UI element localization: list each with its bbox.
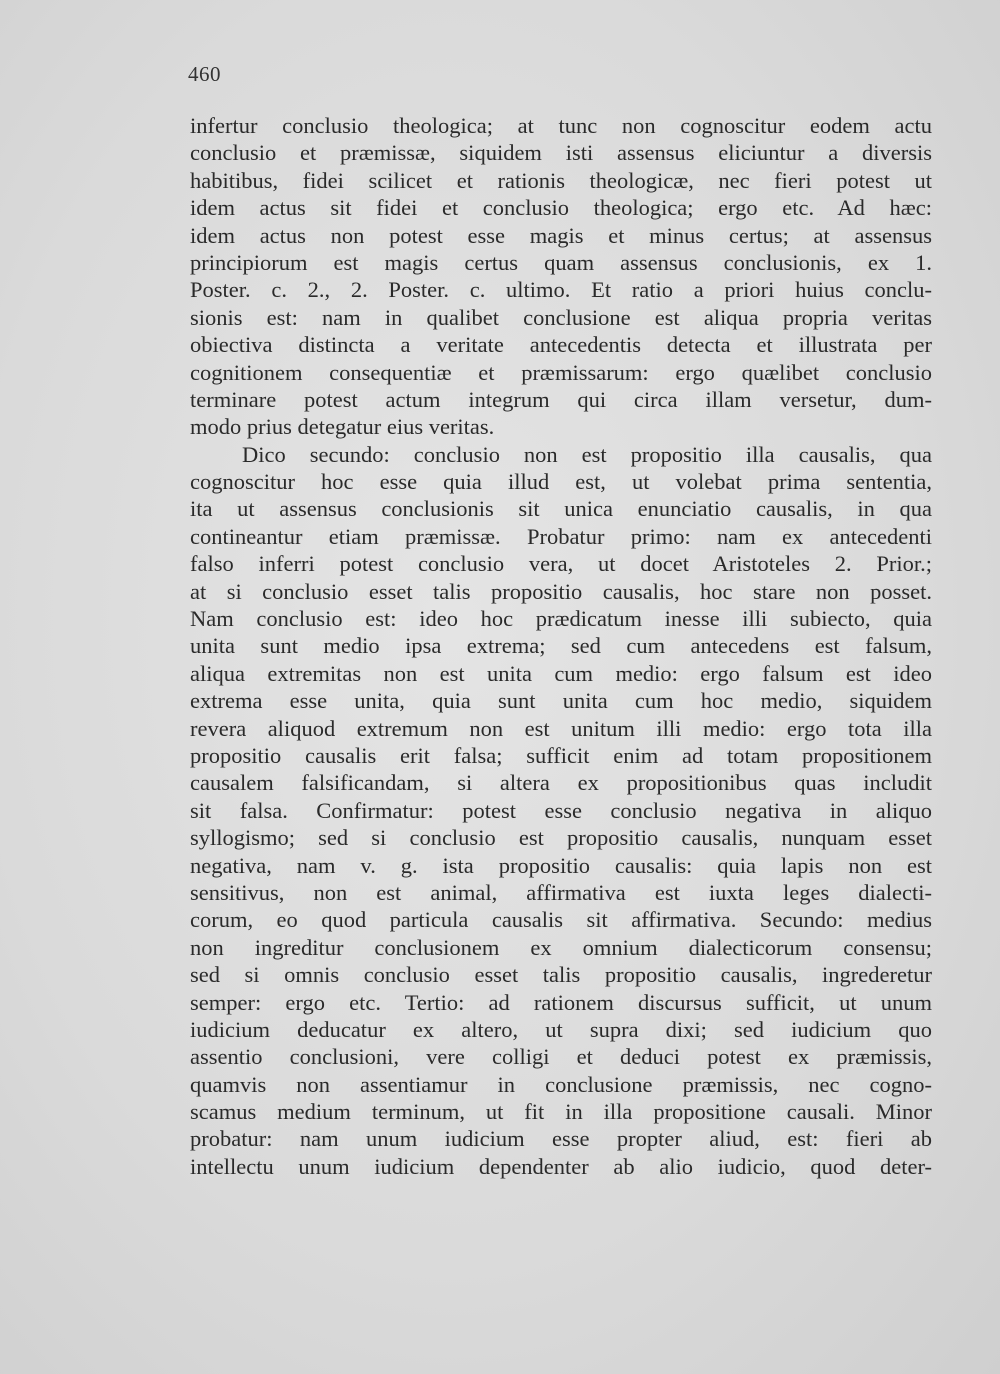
text-line: sionis est: nam in qualibet conclusione est aliqua propria veritas [190, 304, 932, 330]
text-line: scamus medium terminum, ut fit in illa propositione causali. Minor [190, 1099, 932, 1125]
page-number: 460 [188, 62, 221, 86]
paragraph-start-line: Dico secundo: conclusio non est propositio illa causalis, qua [242, 441, 932, 467]
text-line: unita sunt medio ipsa extrema; sed cum antecedens est falsum, [190, 633, 932, 659]
text-line: idem actus sit fidei et conclusio theologica; ergo etc. Ad hæc: [190, 195, 932, 221]
text-line: corum, eo quod particula causalis sit affirmativa. Secundo: medius [190, 907, 932, 933]
text-line: habitibus, fidei scilicet et rationis theologicæ, nec fieri potest ut [190, 167, 932, 193]
text-line: non ingreditur conclusionem ex omnium dialecticorum consensu; [190, 934, 932, 960]
text-line: syllogismo; sed si conclusio est propositio causalis, nunquam esset [190, 825, 932, 851]
text-line: aliqua extremitas non est unita cum medio: ergo falsum est ideo [190, 660, 932, 686]
text-line: propositio causalis erit falsa; sufficit enim ad totam propositionem [190, 742, 932, 768]
text-line: revera aliquod extremum non est unitum illi medio: ergo tota illa [190, 715, 932, 741]
text-line: negativa, nam v. g. ista propositio causalis: quia lapis non est [190, 852, 932, 878]
text-line: terminare potest actum integrum qui circa illam versetur, dum- [190, 386, 932, 412]
text-line: at si conclusio esset talis propositio causalis, hoc stare non posset. [190, 578, 932, 604]
text-line: semper: ergo etc. Tertio: ad rationem discursus sufficit, ut unum [190, 989, 932, 1015]
text-line: sit falsa. Confirmatur: potest esse conclusio negativa in aliquo [190, 797, 932, 823]
text-line: conclusio et præmissæ, siquidem isti assensus eliciuntur a diversis [190, 140, 932, 166]
text-line: sed si omnis conclusio esset talis propositio causalis, ingrederetur [190, 962, 932, 988]
text-line: obiectiva distincta a veritate antecedentis detecta et illustrata per [190, 332, 932, 358]
text-line: Poster. c. 2., 2. Poster. c. ultimo. Et ratio a priori huius conclu- [190, 277, 932, 303]
text-line: falso inferri potest conclusio vera, ut docet Aristoteles 2. Prior.; [190, 551, 932, 577]
text-line: idem actus non potest esse magis et minus certus; at assensus [190, 222, 932, 248]
text-line: probatur: nam unum iudicium esse propter aliud, est: fieri ab [190, 1126, 932, 1152]
text-line: Nam conclusio est: ideo hoc prædicatum inesse illi subiecto, quia [190, 606, 932, 632]
text-line: causalem falsificandam, si altera ex propositionibus quas includit [190, 770, 932, 796]
text-line: contineantur etiam præmissæ. Probatur primo: nam ex antecedenti [190, 523, 932, 549]
text-line: quamvis non assentiamur in conclusione præmissis, nec cogno- [190, 1071, 932, 1097]
text-line: ita ut assensus conclusionis sit unica enunciatio causalis, in qua [190, 496, 932, 522]
body-text [190, 112, 932, 1180]
text-line: cognitionem consequentiæ et præmissarum: ergo quælibet conclusio [190, 359, 932, 385]
text-line: cognoscitur hoc esse quia illud est, ut volebat prima sententia, [190, 469, 932, 495]
text-line: iudicium deducatur ex altero, ut supra dixi; sed iudicium quo [190, 1016, 932, 1042]
paragraph-end-line: modo prius detegatur eius veritas. [190, 414, 495, 440]
text-line: assentio conclusioni, vere colligi et deduci potest ex præmissis, [190, 1044, 932, 1070]
text-line: sensitivus, non est animal, affirmativa est iuxta leges dialecti- [190, 879, 932, 905]
text-line: infertur conclusio theologica; at tunc non cognoscitur eodem actu [190, 113, 932, 138]
text-line: principiorum est magis certus quam assensus conclusionis, ex 1. [190, 249, 932, 275]
text-line: extrema esse unita, quia sunt unita cum hoc medio, siquidem [190, 688, 932, 714]
text-line: intellectu unum iudicium dependenter ab alio iudicio, quod deter- [190, 1153, 932, 1179]
